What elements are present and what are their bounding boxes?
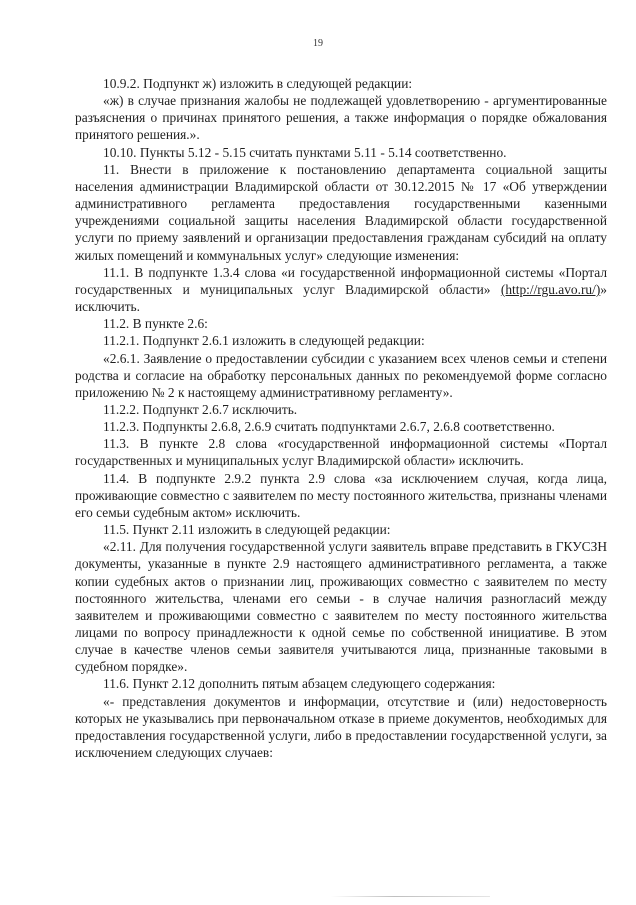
paragraph-11-1-text: 11.1. В подпункте 1.3.4 слова «и государственной информационной системы «Портал государственных и муниципальных услуг Владимирской области» [75, 264, 607, 297]
paragraph-11-2-2: 11.2.2. Подпункт 2.6.7 исключить. [103, 401, 298, 417]
page-number: 19 [313, 38, 323, 49]
paragraph-10-9-2-text: «ж) в случае признания жалобы не подлежащей удовлетворению - аргументированные разъяснения о причинах принятого решения, а также информация о порядке обжалования принятого решения.». [75, 93, 607, 143]
paragraph-11-1 [75, 264, 607, 315]
paragraph-10-10: 10.10. Пункты 5.12 - 5.15 считать пунктами 5.11 - 5.14 соответственно. [103, 144, 507, 160]
paragraph-11-2-3: 11.2.3. Подпункты 2.6.8, 2.6.9 считать подпунктами 2.6.7, 2.6.8 соответственно. [103, 419, 555, 435]
paragraph-11-2: 11.2. В пункте 2.6: [103, 316, 208, 332]
scan-artifact-line [330, 896, 490, 897]
paragraph-11: 11. Внести в приложение к постановлению департамента социальной защиты населения администрации Владимирской области от 30.12.2015 № 17 «Об утверждении административного регламента предоставления государственными казенными учреждениями социальной защиты населения Владимирской области государственной услуги по приему заявлений и организации предоставления гражданам субсидий на оплату жилых помещений и коммунальных услуг» следующие изменения: [75, 161, 607, 263]
paragraph-11-5: 11.5. Пункт 2.11 изложить в следующей редакции: [103, 522, 391, 538]
portal-link[interactable]: (http://rgu.avo.ru/) [500, 281, 601, 297]
paragraph-2-11-text: «2.11. Для получения государственной услуги заявитель вправе представить в ГКУСЗН документы, указанные в пункте 2.9 настоящего административного регламента, а также копии судебных актов о признании лиц, проживающих совместно с заявителем по месту постоянного жительства, членами его семьи - в случае наличия разногласий между заявителем и проживающими совместно с заявителем по месту постоянного жительства лицами по вопросу принадлежности к одной семье по собственной инициативе. В этом случае в качестве членов семьи заявителя учитываются лица, признанные таковыми в судебном порядке». [75, 539, 607, 675]
paragraph-11-3: 11.3. В пункте 2.8 слова «государственной информационной системы «Портал государственных и муниципальных услуг Владимирской области» исключить. [75, 436, 607, 469]
document-body [75, 75, 607, 761]
paragraph-11-1-tail: » исключить. [75, 281, 607, 315]
paragraph-10-9-2: 10.9.2. Подпункт ж) изложить в следующей редакции: [103, 76, 413, 91]
paragraph-11-6-text: «- представления документов и информации, отсутствие и (или) недостоверность которых не указывались при первоначальном отказе в приеме документов, необходимых для предоставления государственной услуги, либо в предоставлении государственной услуги, за исключением следующих случаев: [75, 693, 607, 761]
paragraph-11-4: 11.4. В подпункте 2.9.2 пункта 2.9 слова «за исключением случая, когда лица, проживающие совместно с заявителем по месту постоянного жительства, признаны членами его семьи судебным актом» исключить. [75, 470, 607, 520]
paragraph-11-6: 11.6. Пункт 2.12 дополнить пятым абзацем следующего содержания: [103, 676, 496, 692]
paragraph-2-6-1-text: «2.6.1. Заявление о предоставлении субсидии с указанием всех членов семьи и степени родства и согласие на обработку персональных данных по рекомендуемой форме согласно приложению № 2 к настоящему административному регламенту». [75, 350, 607, 400]
paragraph-11-2-1: 11.2.1. Подпункт 2.6.1 изложить в следующей редакции: [103, 333, 425, 349]
